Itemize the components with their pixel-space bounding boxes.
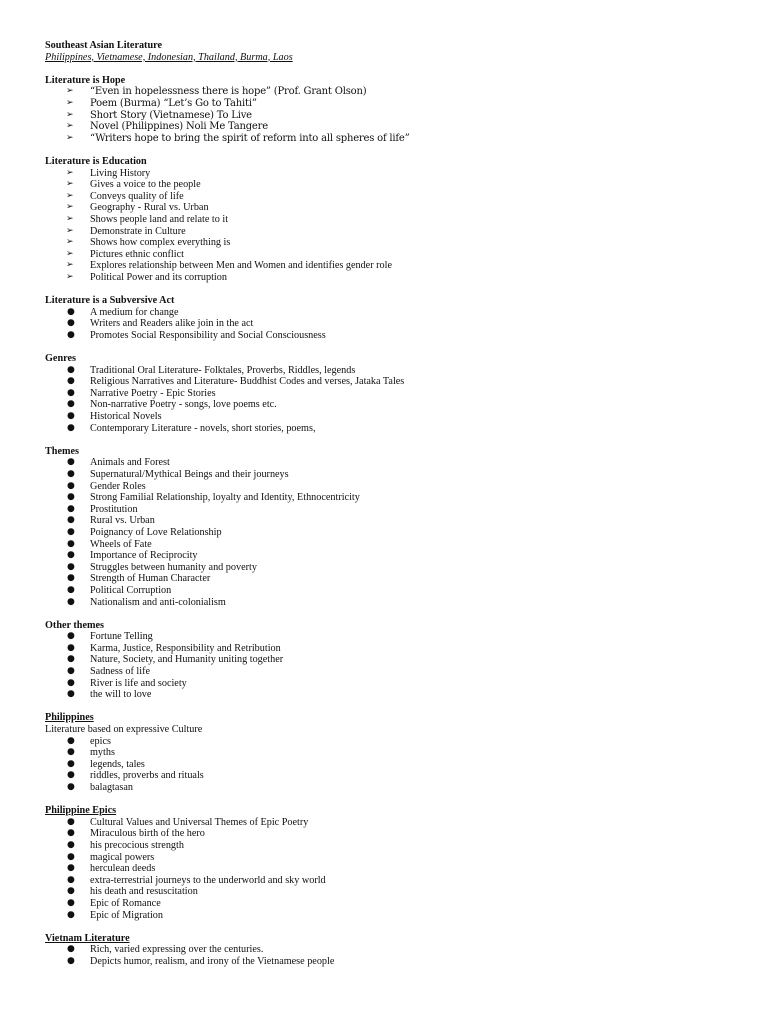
list-item-text: Depicts humor, realism, and irony of the Vietnamese people xyxy=(90,955,335,967)
list-item xyxy=(45,481,745,493)
list-item xyxy=(45,782,745,794)
list-item-text: his death and resuscitation xyxy=(90,886,198,898)
document-title: Southeast Asian Literature xyxy=(45,40,162,51)
dot-bullet-icon: ● xyxy=(67,666,75,677)
list-item xyxy=(45,121,745,133)
list-item xyxy=(45,226,745,238)
dot-bullet-icon: ● xyxy=(67,480,75,491)
list-item xyxy=(45,249,745,261)
list-item xyxy=(45,550,745,562)
list-item-text: “Even in hopelessness there is hope” (Prof. Grant Olson) xyxy=(90,86,367,98)
list-item xyxy=(45,399,745,411)
list-item xyxy=(45,98,745,110)
list-item-text: Contemporary Literature - novels, short stories, poems, xyxy=(90,422,316,434)
arrow-bullet-icon: ➢ xyxy=(66,86,74,97)
list-item xyxy=(45,191,745,203)
document-subtitle: Philippines, Vietnamese, Indonesian, Thailand, Burma, Laos xyxy=(45,51,293,63)
list-item xyxy=(45,365,745,377)
dot-bullet-icon: ● xyxy=(67,457,75,468)
list-item-text: Nature, Society, and Humanity uniting together xyxy=(90,654,284,666)
dot-bullet-icon: ● xyxy=(67,411,75,421)
list-item xyxy=(45,886,745,898)
bullet-list xyxy=(45,631,745,701)
list-item-text: Religious Narratives and Literature- Buddhist Codes and verses, Jataka Tales xyxy=(90,376,405,388)
list-item-text: Importance of Reciprocity xyxy=(90,550,198,562)
list-item xyxy=(45,736,745,748)
list-item xyxy=(45,678,745,690)
section-heading: Literature is Education xyxy=(45,155,147,167)
dot-bullet-icon: ● xyxy=(67,689,75,700)
list-item xyxy=(45,898,745,910)
section-heading: Philippine Epics xyxy=(45,805,117,817)
dot-bullet-icon: ● xyxy=(67,897,75,908)
list-item-text: extra-terrestrial journeys to the underworld and sky world xyxy=(90,874,326,886)
list-item xyxy=(45,110,745,122)
list-item-text: A medium for change xyxy=(90,306,179,318)
bullet-list xyxy=(45,307,745,342)
list-item xyxy=(45,875,745,887)
dot-bullet-icon: ● xyxy=(67,955,75,966)
section xyxy=(45,933,745,968)
dot-bullet-icon: ● xyxy=(67,747,75,758)
list-item xyxy=(45,388,745,400)
list-item-text: Narrative Poetry - Epic Stories xyxy=(90,387,216,399)
dot-bullet-icon: ● xyxy=(67,851,75,862)
dot-bullet-icon: ● xyxy=(67,654,75,665)
list-item xyxy=(45,515,745,527)
list-item-text: Gender Roles xyxy=(90,480,146,492)
list-item xyxy=(45,840,745,852)
list-item-text: Miraculous birth of the hero xyxy=(90,828,205,840)
dot-bullet-icon: ● xyxy=(67,874,75,885)
list-item-text: Writers and Readers alike join in the act xyxy=(90,318,254,330)
dot-bullet-icon: ● xyxy=(67,816,75,827)
dot-bullet-icon: ● xyxy=(67,631,75,642)
section xyxy=(45,446,745,608)
list-item-text: Explores relationship between Men and Women and identifies gender role xyxy=(90,260,392,272)
list-item-text: Rich, varied expressing over the centuries. xyxy=(90,944,264,956)
section-heading: Philippines xyxy=(45,712,94,724)
list-item-text: his precocious strength xyxy=(90,839,184,851)
arrow-bullet-icon: ➢ xyxy=(66,190,74,201)
list-item-text: Political Power and its corruption xyxy=(90,271,227,283)
list-item xyxy=(45,759,745,771)
dot-bullet-icon: ● xyxy=(67,839,75,850)
list-item xyxy=(45,179,745,191)
arrow-bullet-icon: ➢ xyxy=(66,167,74,178)
arrow-bullet-icon: ➢ xyxy=(66,179,74,190)
dot-bullet-icon: ● xyxy=(67,306,75,317)
list-item-text: Cultural Values and Universal Themes of Epic Poetry xyxy=(90,816,309,828)
list-item-text: Poem (Burma) “Let’s Go to Tahiti” xyxy=(90,97,257,109)
dot-bullet-icon: ● xyxy=(67,584,75,595)
list-item-text: Short Story (Vietnamese) To Live xyxy=(90,109,252,121)
dot-bullet-icon: ● xyxy=(67,526,75,537)
list-item xyxy=(45,492,745,504)
list-item xyxy=(45,944,745,956)
list-item xyxy=(45,411,745,423)
dot-bullet-icon: ● xyxy=(67,515,75,526)
section xyxy=(45,75,745,145)
list-item xyxy=(45,539,745,551)
arrow-bullet-icon: ➢ xyxy=(66,260,74,271)
list-item xyxy=(45,597,745,609)
list-item-text: Rural vs. Urban xyxy=(90,515,155,527)
list-item xyxy=(45,585,745,597)
section-heading: Other themes xyxy=(45,619,104,631)
list-item-text: Demonstrate in Culture xyxy=(90,225,186,237)
list-item xyxy=(45,643,745,655)
dot-bullet-icon: ● xyxy=(67,573,75,584)
dot-bullet-icon: ● xyxy=(67,399,75,410)
dot-bullet-icon: ● xyxy=(67,677,75,688)
dot-bullet-icon: ● xyxy=(67,909,75,920)
dot-bullet-icon: ● xyxy=(67,886,75,897)
section xyxy=(45,295,745,341)
dot-bullet-icon: ● xyxy=(67,364,75,375)
arrow-bullet-icon: ➢ xyxy=(66,202,74,213)
list-item-text: Supernatural/Mythical Beings and their journeys xyxy=(90,468,289,480)
dot-bullet-icon: ● xyxy=(67,492,75,503)
bullet-list xyxy=(45,817,745,921)
bullet-list xyxy=(45,365,745,435)
arrow-bullet-icon: ➢ xyxy=(66,213,74,224)
list-item xyxy=(45,260,745,272)
list-item-text: riddles, proverbs and rituals xyxy=(90,770,204,782)
dot-bullet-icon: ● xyxy=(67,735,75,746)
list-item-text: magical powers xyxy=(90,851,155,863)
list-item-text: balagtasan xyxy=(90,782,133,793)
list-item xyxy=(45,527,745,539)
section-heading: Vietnam Literature xyxy=(45,932,130,944)
list-item xyxy=(45,272,745,284)
list-item xyxy=(45,307,745,319)
dot-bullet-icon: ● xyxy=(67,782,75,792)
bullet-list xyxy=(45,457,745,608)
list-item-text: Strength of Human Character xyxy=(90,573,211,585)
list-item-text: Living History xyxy=(90,167,151,179)
list-item xyxy=(45,910,745,922)
list-item xyxy=(45,631,745,643)
list-item-text: herculean deeds xyxy=(90,863,156,875)
section-intro: Literature based on expressive Culture xyxy=(45,724,203,736)
section-heading: Literature is a Subversive Act xyxy=(45,295,175,307)
list-item xyxy=(45,457,745,469)
list-item xyxy=(45,689,745,701)
bullet-list xyxy=(45,944,745,967)
dot-bullet-icon: ● xyxy=(67,376,75,387)
section xyxy=(45,156,745,284)
list-item-text: the will to love xyxy=(90,689,152,701)
bullet-list xyxy=(45,168,745,284)
list-item-text: “Writers hope to bring the spirit of reform into all spheres of life” xyxy=(90,132,410,144)
list-item xyxy=(45,318,745,330)
list-item xyxy=(45,330,745,342)
list-item-text: Historical Novels xyxy=(90,411,162,422)
list-item-text: Geography - Rural vs. Urban xyxy=(90,202,209,214)
list-item xyxy=(45,202,745,214)
dot-bullet-icon: ● xyxy=(67,770,75,781)
list-item-text: Political Corruption xyxy=(90,584,172,596)
dot-bullet-icon: ● xyxy=(67,642,75,653)
dot-bullet-icon: ● xyxy=(67,387,75,398)
list-item-text: Strong Familial Relationship, loyalty and Identity, Ethnocentricity xyxy=(90,492,360,504)
dot-bullet-icon: ● xyxy=(67,596,75,607)
list-item xyxy=(45,237,745,249)
dot-bullet-icon: ● xyxy=(67,422,75,433)
arrow-bullet-icon: ➢ xyxy=(66,97,74,108)
list-item-text: Wheels of Fate xyxy=(90,538,152,550)
section xyxy=(45,712,745,793)
dot-bullet-icon: ● xyxy=(67,329,75,340)
dot-bullet-icon: ● xyxy=(67,503,75,514)
dot-bullet-icon: ● xyxy=(67,318,75,329)
list-item xyxy=(45,747,745,759)
arrow-bullet-icon: ➢ xyxy=(66,248,74,259)
list-item xyxy=(45,666,745,678)
list-item-text: Traditional Oral Literature- Folktales, Proverbs, Riddles, legends xyxy=(90,364,356,376)
list-item xyxy=(45,504,745,516)
section-heading: Genres xyxy=(45,353,76,365)
list-item-text: Promotes Social Responsibility and Social Consciousness xyxy=(90,329,326,341)
sections-container xyxy=(45,75,745,968)
list-item xyxy=(45,573,745,585)
dot-bullet-icon: ● xyxy=(67,863,75,874)
arrow-bullet-icon: ➢ xyxy=(66,121,74,132)
list-item-text: Novel (Philippines) Noli Me Tangere xyxy=(90,121,268,133)
arrow-bullet-icon: ➢ xyxy=(66,225,74,236)
arrow-bullet-icon: ➢ xyxy=(66,132,74,143)
list-item-text: Epic of Migration xyxy=(90,909,163,921)
list-item xyxy=(45,133,745,145)
list-item xyxy=(45,562,745,574)
list-item-text: Conveys quality of life xyxy=(90,190,184,202)
list-item-text: Sadness of life xyxy=(90,666,150,678)
section xyxy=(45,353,745,434)
section xyxy=(45,620,745,701)
dot-bullet-icon: ● xyxy=(67,538,75,549)
list-item-text: Non-narrative Poetry - songs, love poems etc. xyxy=(90,399,277,411)
arrow-bullet-icon: ➢ xyxy=(66,237,74,248)
list-item-text: Fortune Telling xyxy=(90,631,153,643)
list-item-text: Gives a voice to the people xyxy=(90,179,201,191)
list-item xyxy=(45,168,745,180)
list-item-text: Nationalism and anti-colonialism xyxy=(90,596,226,608)
dot-bullet-icon: ● xyxy=(67,828,75,839)
bullet-list xyxy=(45,736,745,794)
list-item xyxy=(45,214,745,226)
dot-bullet-icon: ● xyxy=(67,468,75,479)
list-item-text: Animals and Forest xyxy=(90,457,170,469)
list-item xyxy=(45,828,745,840)
list-item xyxy=(45,469,745,481)
list-item xyxy=(45,86,745,98)
list-item-text: myths xyxy=(90,747,115,759)
list-item-text: Shows people land and relate to it xyxy=(90,213,229,225)
list-item-text: Karma, Justice, Responsibility and Retribution xyxy=(90,642,281,654)
list-item-text: epics xyxy=(90,735,111,747)
list-item xyxy=(45,817,745,829)
bullet-list xyxy=(45,86,745,144)
section xyxy=(45,805,745,921)
list-item xyxy=(45,770,745,782)
list-item-text: Struggles between humanity and poverty xyxy=(90,561,257,573)
list-item xyxy=(45,376,745,388)
list-item-text: River is life and society xyxy=(90,677,187,689)
dot-bullet-icon: ● xyxy=(67,944,75,955)
list-item xyxy=(45,654,745,666)
list-item xyxy=(45,956,745,968)
list-item-text: Shows how complex everything is xyxy=(90,237,231,249)
dot-bullet-icon: ● xyxy=(67,758,75,769)
list-item-text: legends, tales xyxy=(90,758,145,770)
arrow-bullet-icon: ➢ xyxy=(66,109,74,120)
list-item xyxy=(45,423,745,435)
dot-bullet-icon: ● xyxy=(67,550,75,561)
list-item-text: Poignancy of Love Relationship xyxy=(90,526,222,538)
list-item-text: Pictures ethnic conflict xyxy=(90,248,184,260)
section-heading: Themes xyxy=(45,445,79,457)
list-item xyxy=(45,863,745,875)
list-item-text: Prostitution xyxy=(90,503,138,515)
list-item-text: Epic of Romance xyxy=(90,897,161,909)
dot-bullet-icon: ● xyxy=(67,561,75,572)
section-heading: Literature is Hope xyxy=(45,74,126,86)
arrow-bullet-icon: ➢ xyxy=(66,271,74,282)
list-item xyxy=(45,852,745,864)
